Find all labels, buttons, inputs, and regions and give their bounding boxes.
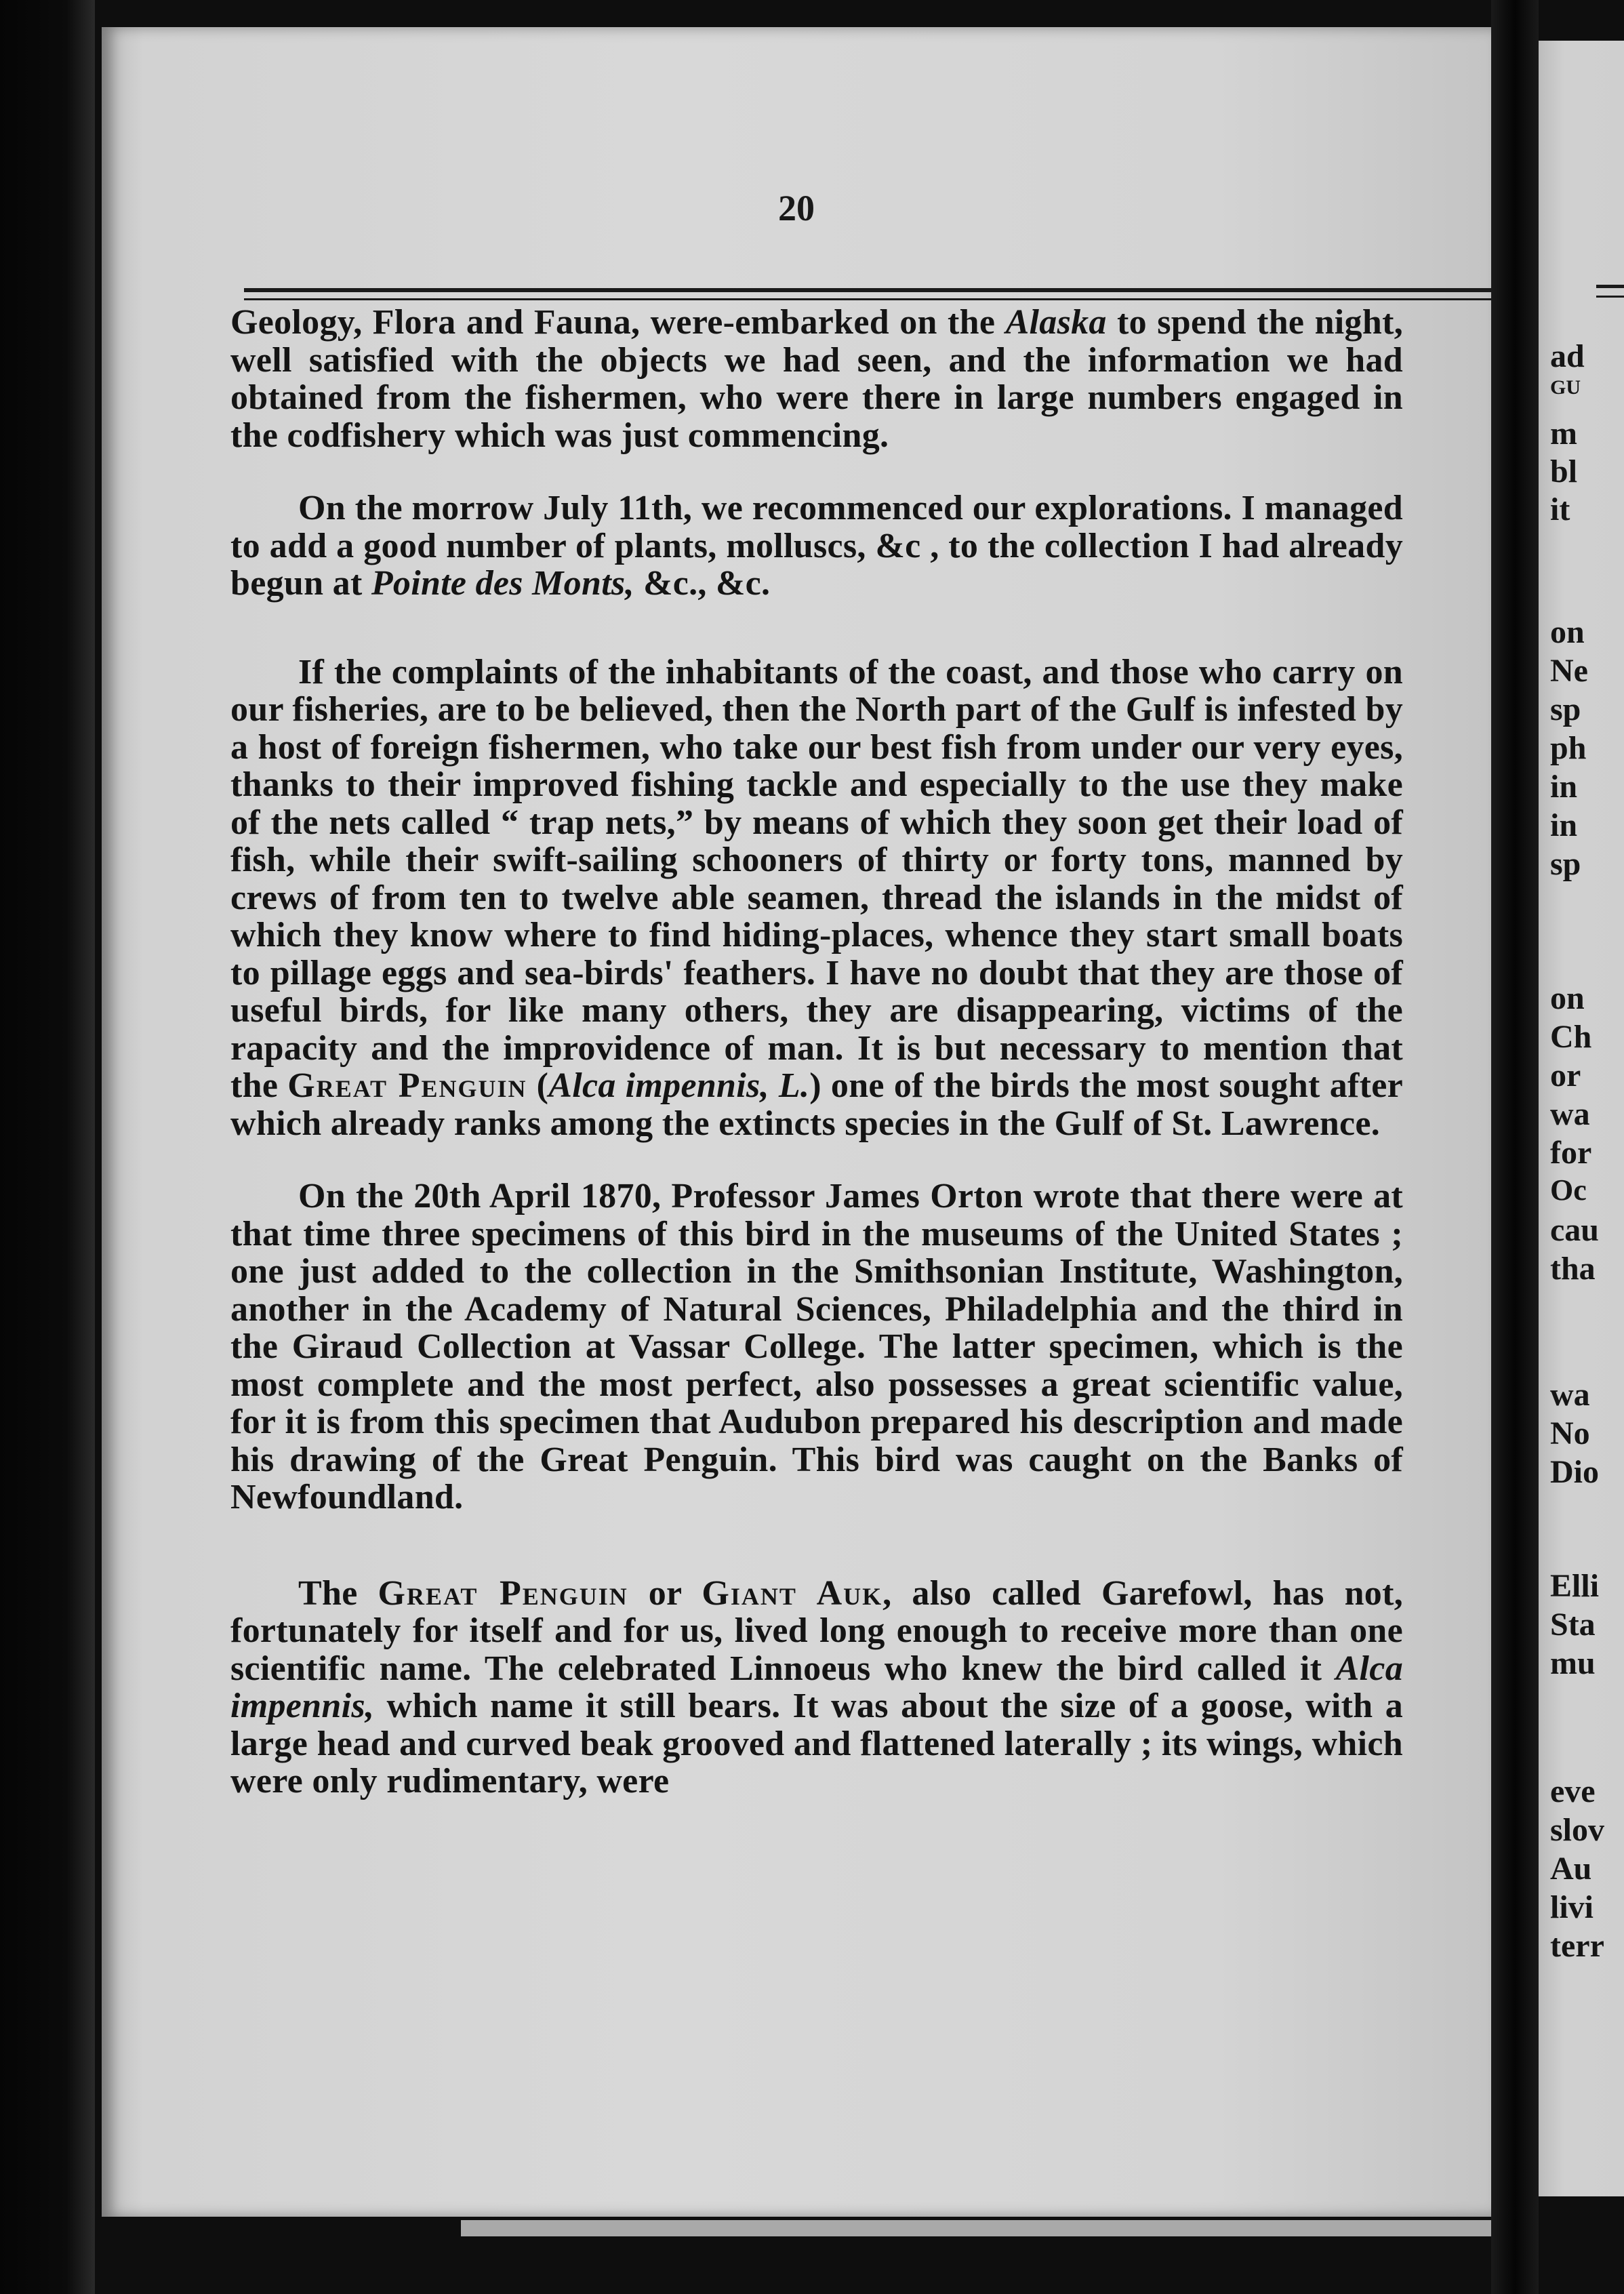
adjacent-page-fragment: Ne	[1550, 653, 1588, 689]
adjacent-page-fragment: cau	[1550, 1212, 1599, 1248]
adjacent-page-fragment: livi	[1550, 1889, 1594, 1925]
adjacent-page-fragment: GU	[1550, 376, 1581, 399]
adjacent-page-fragment: it	[1550, 491, 1570, 527]
text-run: ) one of the birds the most sought after which already ranks among the extincts species in the Gulf of St. Lawrence.	[230, 1066, 1403, 1143]
small-caps-text: Great Penguin	[378, 1573, 628, 1613]
paragraph	[230, 489, 1403, 603]
adjacent-page-fragment: terr	[1550, 1928, 1604, 1964]
adjacent-page-rule-thin	[1596, 296, 1624, 298]
adjacent-page-fragment: tha	[1550, 1251, 1596, 1287]
text-run: On the morrow July 11th, we recommenced our explorations. I managed to add a good number of plants, molluscs, &c , to the collection I had already begun at	[230, 489, 1403, 603]
adjacent-page-fragment: in	[1550, 769, 1578, 805]
adjacent-page-fragment: slov	[1550, 1812, 1605, 1848]
adjacent-page-fragment: Oc	[1550, 1173, 1587, 1207]
adjacent-page-fragment: ph	[1550, 730, 1587, 766]
text-run: The	[298, 1573, 378, 1613]
adjacent-page-fragment: mu	[1550, 1645, 1596, 1681]
adjacent-page-fragment: or	[1550, 1058, 1581, 1093]
adjacent-page-fragment: Dio	[1550, 1454, 1599, 1490]
italic-text: Alaska	[1005, 303, 1107, 342]
adjacent-page-fragment: Ch	[1550, 1019, 1592, 1055]
adjacent-page-fragment: sp	[1550, 691, 1581, 727]
italic-text: Pointe des Monts,	[371, 564, 634, 603]
header-rule-thin	[244, 298, 1505, 300]
text-run: If the complaints of the inhabitants of the coast, and those who carry on our fisheries, are to be believed, then the North part of the Gulf is infested by a host of foreign fishermen, who take our best fish from under our very eyes, thanks to their improved fishing tackle and especially to the use they make of the nets called “ trap nets,” by means of which they soon get their load of fish, while their swift-sailing schooners of thirty or forty tons, manned by crews of from ten to twelve able seamen, thread the islands in the midst of which they know where to find hiding-places, whence they start small boats to pillage eggs and sea-birds' feathers. I have no doubt that they are those of useful birds, for like many others, they are disappearing, victims of the rapacity and the improvidence of man. It is but necessary to mention that the	[230, 652, 1403, 1105]
text-run: &c., &c.	[634, 564, 771, 603]
adjacent-page-fragment: for	[1550, 1135, 1592, 1171]
adjacent-page-fragment: in	[1550, 807, 1578, 843]
adjacent-page-fragment: Sta	[1550, 1607, 1596, 1643]
binding-shadow	[0, 0, 95, 2294]
text-run: , also called Garefowl, has not, fortunately for itself and for us, lived long enough to receive more than one scientific name. The celebrated Linnoeus who knew the bird called it	[230, 1573, 1404, 1688]
paragraph	[230, 304, 1403, 454]
adjacent-page-fragment: wa	[1550, 1096, 1590, 1132]
adjacent-page-fragment: eve	[1550, 1773, 1596, 1809]
text-run: (	[527, 1066, 549, 1105]
adjacent-page-fragment: m	[1550, 416, 1577, 451]
text-run: Geology, Flora and Fauna, were-embarked on the	[230, 303, 1006, 342]
text-run: which name it still bears. It was about the size of a goose, with a large head and curved beak grooved and flattened laterally ; its wings, which were only rudimentary, were	[230, 1687, 1403, 1800]
paragraph	[230, 1178, 1403, 1516]
italic-text: Alca impennis,	[230, 1649, 1403, 1725]
adjacent-page-fragment: bl	[1550, 454, 1578, 489]
text-run: to spend the night, well satisfied with the objects we had seen, and the information we had obtained from the fishermen, who were there in large numbers engaged in the codfishery which was just commencing.	[230, 303, 1403, 455]
adjacent-page-fragment: No	[1550, 1415, 1590, 1451]
adjacent-page-fragment: on	[1550, 980, 1585, 1016]
adjacent-page-fragment: Au	[1550, 1851, 1592, 1887]
paragraph	[230, 653, 1403, 1143]
page-number: 20	[778, 188, 815, 228]
adjacent-page-fragment: on	[1550, 614, 1585, 650]
adjacent-page-fragment: Elli	[1550, 1568, 1600, 1604]
text-run: On the 20th April 1870, Professor James Orton wrote that there were at that time three specimens of this bird in the museums of the United States ; one just added to the collection in the Smithsonian Institute, Washington, another in the Academy of Natural Sciences, Philadelphia and the third in the Giraud Collection at Vassar College. The latter specimen, which is the most complete and the most perfect, also possesses a great scientific value, for it is from this specimen that Audubon prepared his description and made his drawing of the Great Penguin. This bird was caught on the Banks of Newfoundland.	[230, 1177, 1403, 1516]
header-rule	[244, 288, 1505, 292]
page-gutter	[1491, 0, 1539, 2294]
italic-text: Alca impennis, L.	[548, 1066, 810, 1105]
page-bottom-edge	[461, 2220, 1505, 2236]
small-caps-text: Great Penguin	[287, 1066, 527, 1105]
adjacent-page-fragment: wa	[1550, 1377, 1590, 1413]
body-text	[230, 304, 1403, 1800]
adjacent-page-fragment: ad	[1550, 338, 1585, 374]
adjacent-page-rule	[1596, 285, 1624, 288]
paragraph	[230, 1575, 1403, 1800]
adjacent-page-fragment: sp	[1550, 846, 1581, 882]
text-run: or	[628, 1573, 702, 1613]
small-caps-text: Giant Auk	[702, 1573, 883, 1613]
